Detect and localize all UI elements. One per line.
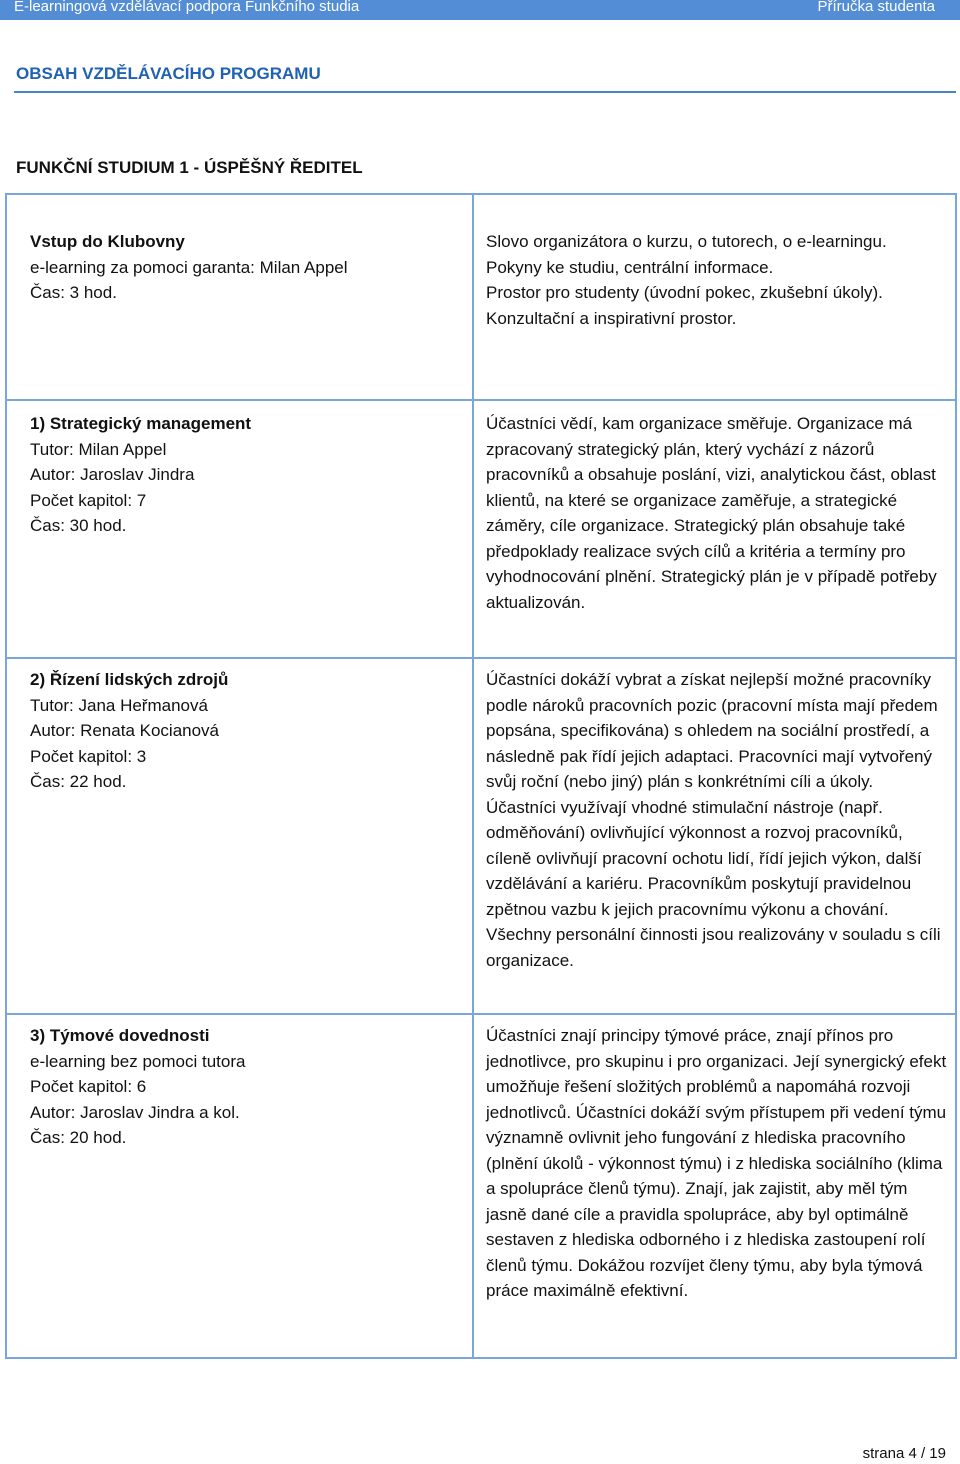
intro-title: Vstup do Klubovny — [30, 232, 185, 251]
module-description-cell — [473, 658, 956, 1014]
module-mode: e-learning bez pomoci tutora — [30, 1051, 246, 1071]
intro-line: Slovo organizátora o kurzu, o tutorech, o e-learningu. — [486, 232, 887, 251]
module-description-cell — [473, 1014, 956, 1358]
section-divider — [14, 91, 956, 93]
module-time: Čas: 30 hod. — [30, 516, 127, 535]
program-title: FUNKČNÍ STUDIUM 1 - ÚSPĚŠNÝ ŘEDITEL — [16, 158, 363, 177]
intro-info-cell — [6, 194, 473, 400]
module-title: 1) Strategický management — [30, 414, 252, 433]
intro-line: Konzultační a inspirativní prostor. — [486, 308, 737, 328]
table-row — [6, 658, 956, 1014]
intro-description-cell — [473, 194, 956, 400]
module-chapters: Počet kapitol: 3 — [30, 746, 147, 766]
module-info-cell — [6, 400, 473, 658]
module-title: 3) Týmové dovednosti — [30, 1026, 210, 1045]
page-number: strana 4 / 19 — [862, 1445, 946, 1462]
module-time: Čas: 20 hod. — [30, 1128, 127, 1147]
header-title: E-learningová vzdělávací podpora Funkčního studia — [14, 0, 360, 15]
module-description: Účastníci vědí, kam organizace směřuje. Organizace má zpracovaný strategický plán, který vychází z názorů pracovníků a obsahuje poslání, vizi, analytickou část, oblast klientů, na které se organizace zaměřuje, a strategické záměry, cíle organizace. Strategický plán obsahuje také předpoklady realizace svých cílů a kritéria a termíny pro vyhodnocování plnění. Strategický plán je v případě potřeby aktualizován. — [486, 414, 937, 612]
section-title: OBSAH VZDĚLÁVACÍHO PROGRAMU — [16, 64, 321, 83]
module-info-cell — [6, 1014, 473, 1358]
intro-line: Prostor pro studenty (úvodní pokec, zkušební úkoly). — [486, 283, 883, 302]
module-description: Účastníci znají principy týmové práce, znají přínos pro jednotlivce, pro skupinu i pro organizaci. Její synergický efekt umožňuje řešení složitých problémů a napomáhá rozvoji jednotlivců. Účastníci dokáží svým přístupem při vedení týmu významně ovlivnit jeho fungování z hlediska pracovního (plnění úkolů - výkonnost týmu) i z hlediska sociálního (klima a spolupráce členů týmu). Znají, jak zajistit, aby měl tým jasně dané cíle a pravidla spolupráce, aby byl optimálně sestaven z hlediska odborného i z hlediska zastoupení rolí členů týmu. Dokážou rozvíjet členy týmu, aby byla týmová práce maximálně efektivní. — [486, 1026, 947, 1300]
module-author: Autor: Renata Kocianová — [30, 721, 220, 740]
intro-guarantor: e-learning za pomoci garanta: Milan Appel — [30, 257, 348, 277]
table-row — [6, 194, 956, 400]
module-time: Čas: 22 hod. — [30, 772, 127, 791]
module-title: 2) Řízení lidských zdrojů — [30, 670, 229, 689]
table-row — [6, 1014, 956, 1358]
header-doc-type: Příručka studenta — [817, 0, 935, 15]
intro-line: Pokyny ke studiu, centrální informace. — [486, 257, 774, 277]
module-description: Účastníci dokáží vybrat a získat nejlepší možné pracovníky podle nároků pracovních pozic (pracovní místa mají předem popsána, specifikována) s ohledem na sociální prostředí, a následně pak řídí jejich adaptaci. Pracovníci mají vytvořený svůj roční (nebo jiný) plán s konkrétními cíli a úkoly. Účastníci využívají vhodné stimulační nástroje (např. odměňování) ovlivňující výkonnost a rozvoj pracovníků, cíleně ovlivňují pracovní ochotu lidí, řídí jejich výkon, další vzdělávání a kariéru. Pracovníkům poskytují pravidelnou zpětnou vazbu k jejich pracovnímu výkonu a chování. Všechny personální činnosti jsou realizovány v souladu s cíli organizace. — [486, 670, 941, 970]
module-author: Autor: Jaroslav Jindra a kol. — [30, 1102, 240, 1122]
module-author: Autor: Jaroslav Jindra — [30, 465, 195, 484]
module-chapters: Počet kapitol: 7 — [30, 490, 147, 510]
module-info-cell — [6, 658, 473, 1014]
program-table — [5, 193, 957, 1359]
table-row — [6, 400, 956, 658]
page-header — [0, 0, 960, 20]
module-tutor: Tutor: Milan Appel — [30, 439, 167, 459]
module-chapters: Počet kapitol: 6 — [30, 1077, 147, 1096]
intro-time: Čas: 3 hod. — [30, 283, 117, 302]
module-tutor: Tutor: Jana Heřmanová — [30, 695, 208, 715]
module-description-cell — [473, 400, 956, 658]
